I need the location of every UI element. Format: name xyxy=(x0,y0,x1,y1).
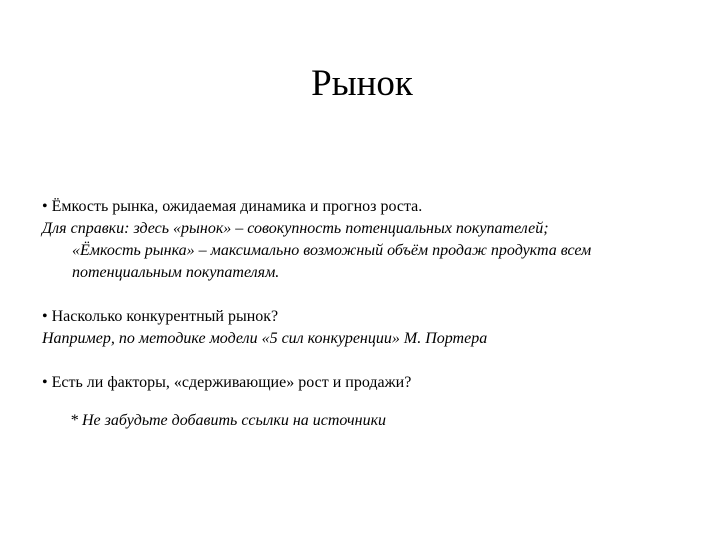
note-capacity-definition-cont: потенциальным покупателям. xyxy=(72,264,280,281)
note-capacity-definition: «Ёмкость рынка» – максимально возможный объём продаж продукта всем xyxy=(72,242,592,259)
bullet-constraining-factors: • Есть ли факторы, «сдерживающие» рост и продажи? xyxy=(42,374,412,391)
note-porter-model: Например, по методике модели «5 сил конкуренции» М. Портера xyxy=(42,330,488,347)
spacer xyxy=(42,350,682,372)
slide-content xyxy=(42,196,682,432)
spacer xyxy=(42,284,682,306)
spacer xyxy=(42,394,682,410)
slide-title xyxy=(0,62,720,106)
bullet-competition: • Насколько конкурентный рынок? xyxy=(42,308,279,325)
note-market-definition: Для справки: здесь «рынок» – совокупность потенциальных покупателей; xyxy=(42,220,549,237)
footnote-sources: * Не забудьте добавить ссылки на источники xyxy=(70,412,387,429)
slide-title-text: Рынок xyxy=(311,63,413,104)
bullet-market-capacity: • Ёмкость рынка, ожидаемая динамика и прогноз роста. xyxy=(42,198,423,215)
